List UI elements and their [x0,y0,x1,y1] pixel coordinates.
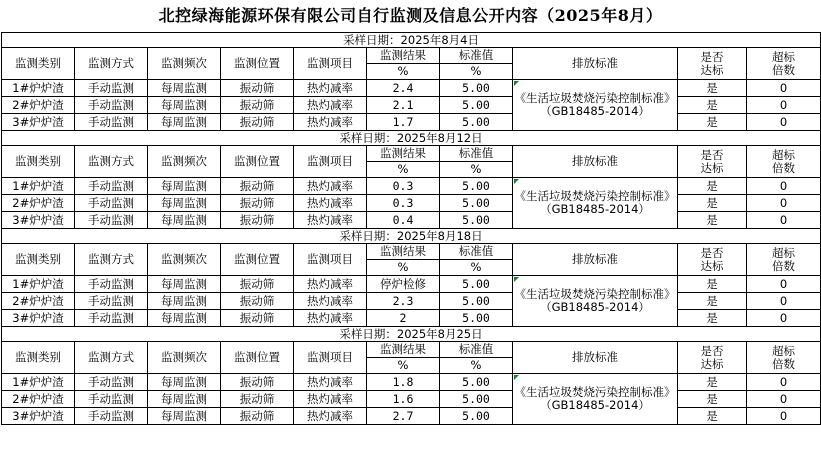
cell-location: 振动筛 [221,178,294,195]
table-row [2,276,821,293]
table-row [2,80,821,97]
monitoring-table [1,32,821,425]
cell-item: 热灼减率 [294,195,367,212]
table-row [2,212,821,229]
cell-item: 热灼减率 [294,293,367,310]
header-result: 监测结果 [367,342,440,358]
cell-exceed: 0 [747,212,821,229]
cell-method: 手动监测 [75,80,148,97]
cell-result: 1.6 [367,391,440,408]
cell-category: 2#炉炉渣 [2,293,75,310]
header-exceed [747,146,821,178]
cell-location: 振动筛 [221,212,294,229]
cell-compliant: 是 [678,391,747,408]
sampling-date-row [2,33,821,48]
cell-category: 3#炉炉渣 [2,408,75,425]
header-exceed [747,244,821,276]
cell-exceed: 0 [747,408,821,425]
cell-limit: 5.00 [440,114,513,131]
header-method: 监测方式 [75,342,148,374]
cell-frequency: 每周监测 [148,374,221,391]
cell-item: 热灼减率 [294,310,367,327]
cell-category: 3#炉炉渣 [2,310,75,327]
cell-location: 振动筛 [221,276,294,293]
table-row [2,97,821,114]
cell-item: 热灼减率 [294,97,367,114]
header-exceed-line2: 倍数 [772,160,796,175]
cell-frequency: 每周监测 [148,97,221,114]
header-method: 监测方式 [75,244,148,276]
cell-location: 振动筛 [221,195,294,212]
cell-frequency: 每周监测 [148,212,221,229]
cell-category: 2#炉炉渣 [2,195,75,212]
sampling-date: 采样日期：2025年8月25日 [2,327,821,342]
sampling-date: 采样日期：2025年8月12日 [2,131,821,146]
sampling-date-row [2,327,821,342]
header-location: 监测位置 [221,146,294,178]
cell-exceed: 0 [747,97,821,114]
header-row [2,146,821,162]
cell-item: 热灼减率 [294,391,367,408]
cell-compliant: 是 [678,195,747,212]
cell-limit: 5.00 [440,195,513,212]
header-exceed-line1: 超标 [772,245,796,260]
header-standard: 排放标准 [513,244,678,276]
cell-location: 振动筛 [221,391,294,408]
unit-limit: % [440,162,513,178]
header-exceed-line2: 倍数 [772,62,796,77]
header-compliant [678,342,747,374]
cell-item: 热灼减率 [294,114,367,131]
sampling-date-row [2,131,821,146]
cell-standard: 《生活垃圾焚烧污染控制标准》（GB18485-2014） [513,178,678,229]
cell-method: 手动监测 [75,114,148,131]
cell-exceed: 0 [747,310,821,327]
cell-result: 1.8 [367,374,440,391]
table-row [2,178,821,195]
header-compliant-line2: 达标 [700,62,724,77]
header-frequency: 监测频次 [148,342,221,374]
cell-compliant: 是 [678,80,747,97]
header-compliant [678,48,747,80]
cell-location: 振动筛 [221,293,294,310]
header-limit: 标准值 [440,146,513,162]
header-row [2,244,821,260]
header-standard: 排放标准 [513,146,678,178]
header-compliant-line1: 是否 [700,343,724,358]
table-row [2,408,821,425]
cell-item: 热灼减率 [294,178,367,195]
cell-frequency: 每周监测 [148,276,221,293]
cell-result: 0.3 [367,178,440,195]
header-compliant-line2: 达标 [700,258,724,273]
cell-compliant: 是 [678,408,747,425]
table-row [2,293,821,310]
header-compliant-line2: 达标 [700,160,724,175]
cell-method: 手动监测 [75,391,148,408]
cell-method: 手动监测 [75,195,148,212]
header-standard: 排放标准 [513,48,678,80]
header-frequency: 监测频次 [148,48,221,80]
cell-method: 手动监测 [75,374,148,391]
cell-frequency: 每周监测 [148,408,221,425]
header-category: 监测类别 [2,342,75,374]
unit-limit: % [440,358,513,374]
unit-result: % [367,260,440,276]
header-row [2,48,821,64]
header-location: 监测位置 [221,342,294,374]
header-result: 监测结果 [367,146,440,162]
unit-result: % [367,358,440,374]
header-item: 监测项目 [294,146,367,178]
cell-item: 热灼减率 [294,374,367,391]
header-limit: 标准值 [440,342,513,358]
cell-limit: 5.00 [440,97,513,114]
table-row [2,310,821,327]
cell-limit: 5.00 [440,212,513,229]
sampling-date: 采样日期：2025年8月18日 [2,229,821,244]
header-compliant-line2: 达标 [700,356,724,371]
cell-method: 手动监测 [75,293,148,310]
cell-location: 振动筛 [221,114,294,131]
cell-method: 手动监测 [75,97,148,114]
header-compliant [678,146,747,178]
header-frequency: 监测频次 [148,244,221,276]
cell-limit: 5.00 [440,80,513,97]
table-row [2,114,821,131]
header-location: 监测位置 [221,48,294,80]
cell-method: 手动监测 [75,178,148,195]
cell-compliant: 是 [678,276,747,293]
cell-compliant: 是 [678,178,747,195]
cell-location: 振动筛 [221,374,294,391]
unit-limit: % [440,260,513,276]
header-location: 监测位置 [221,244,294,276]
header-exceed-line1: 超标 [772,49,796,64]
cell-result: 0.3 [367,195,440,212]
header-exceed-line1: 超标 [772,343,796,358]
cell-method: 手动监测 [75,212,148,229]
cell-compliant: 是 [678,114,747,131]
cell-limit: 5.00 [440,293,513,310]
header-compliant-line1: 是否 [700,245,724,260]
header-result: 监测结果 [367,244,440,260]
cell-exceed: 0 [747,114,821,131]
header-compliant-line1: 是否 [700,49,724,64]
cell-location: 振动筛 [221,97,294,114]
header-compliant [678,244,747,276]
unit-result: % [367,64,440,80]
sampling-date: 采样日期：2025年8月4日 [2,33,821,48]
cell-result: 停炉检修 [367,276,440,293]
cell-method: 手动监测 [75,310,148,327]
cell-limit: 5.00 [440,310,513,327]
cell-category: 2#炉炉渣 [2,391,75,408]
unit-result: % [367,162,440,178]
cell-location: 振动筛 [221,408,294,425]
cell-exceed: 0 [747,391,821,408]
header-exceed-line2: 倍数 [772,258,796,273]
cell-compliant: 是 [678,310,747,327]
cell-category: 1#炉炉渣 [2,178,75,195]
header-method: 监测方式 [75,146,148,178]
cell-result: 2.7 [367,408,440,425]
cell-method: 手动监测 [75,408,148,425]
header-category: 监测类别 [2,48,75,80]
cell-limit: 5.00 [440,178,513,195]
cell-frequency: 每周监测 [148,178,221,195]
cell-result: 2.4 [367,80,440,97]
cell-compliant: 是 [678,212,747,229]
cell-frequency: 每周监测 [148,310,221,327]
cell-standard: 《生活垃圾焚烧污染控制标准》（GB18485-2014） [513,276,678,327]
header-exceed [747,342,821,374]
cell-limit: 5.00 [440,374,513,391]
cell-location: 振动筛 [221,310,294,327]
header-method: 监测方式 [75,48,148,80]
table-row [2,391,821,408]
header-standard: 排放标准 [513,342,678,374]
header-category: 监测类别 [2,244,75,276]
cell-exceed: 0 [747,195,821,212]
header-row [2,342,821,358]
cell-category: 1#炉炉渣 [2,80,75,97]
cell-category: 3#炉炉渣 [2,212,75,229]
cell-method: 手动监测 [75,276,148,293]
cell-compliant: 是 [678,374,747,391]
header-item: 监测项目 [294,342,367,374]
header-limit: 标准值 [440,48,513,64]
unit-limit: % [440,64,513,80]
cell-category: 3#炉炉渣 [2,114,75,131]
cell-compliant: 是 [678,293,747,310]
header-compliant-line1: 是否 [700,147,724,162]
table-row [2,195,821,212]
cell-frequency: 每周监测 [148,391,221,408]
cell-frequency: 每周监测 [148,293,221,310]
cell-exceed: 0 [747,293,821,310]
header-category: 监测类别 [2,146,75,178]
cell-compliant: 是 [678,97,747,114]
header-item: 监测项目 [294,48,367,80]
header-exceed-line1: 超标 [772,147,796,162]
sampling-date-row [2,229,821,244]
cell-exceed: 0 [747,276,821,293]
cell-frequency: 每周监测 [148,195,221,212]
cell-result: 2.3 [367,293,440,310]
cell-exceed: 0 [747,374,821,391]
header-exceed-line2: 倍数 [772,356,796,371]
cell-exceed: 0 [747,178,821,195]
header-item: 监测项目 [294,244,367,276]
cell-limit: 5.00 [440,408,513,425]
cell-frequency: 每周监测 [148,80,221,97]
header-exceed [747,48,821,80]
cell-item: 热灼减率 [294,80,367,97]
cell-limit: 5.00 [440,276,513,293]
page-title: 北控绿海能源环保有限公司自行监测及信息公开内容（2025年8月） [158,6,663,25]
cell-frequency: 每周监测 [148,114,221,131]
header-result: 监测结果 [367,48,440,64]
header-limit: 标准值 [440,244,513,260]
cell-item: 热灼减率 [294,408,367,425]
cell-standard: 《生活垃圾焚烧污染控制标准》（GB18485-2014） [513,80,678,131]
cell-category: 1#炉炉渣 [2,374,75,391]
cell-limit: 5.00 [440,391,513,408]
cell-exceed: 0 [747,80,821,97]
cell-category: 2#炉炉渣 [2,97,75,114]
cell-item: 热灼减率 [294,212,367,229]
cell-category: 1#炉炉渣 [2,276,75,293]
header-frequency: 监测频次 [148,146,221,178]
cell-result: 2 [367,310,440,327]
cell-result: 2.1 [367,97,440,114]
cell-result: 0.4 [367,212,440,229]
table-row [2,374,821,391]
cell-result: 1.7 [367,114,440,131]
cell-location: 振动筛 [221,80,294,97]
cell-standard: 《生活垃圾焚烧污染控制标准》（GB18485-2014） [513,374,678,425]
cell-item: 热灼减率 [294,276,367,293]
